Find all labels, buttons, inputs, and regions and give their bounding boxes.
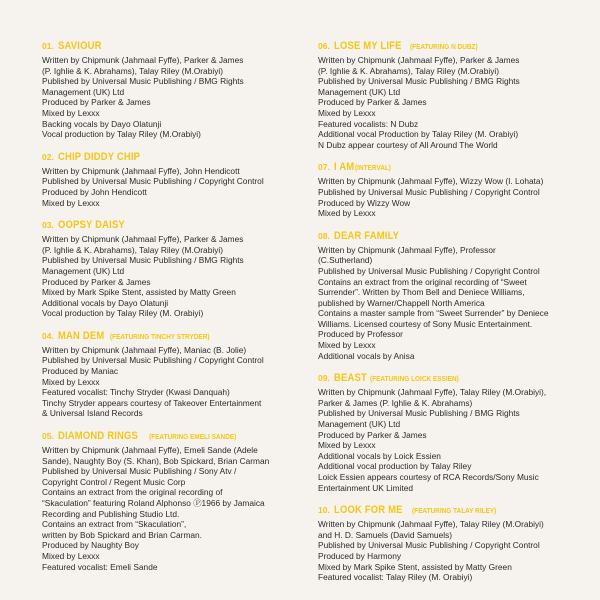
track-number: 01.: [42, 41, 54, 51]
credit-line: Written by Chipmunk (Jahmaal Fyffe), Maniac (B. Jolie): [42, 344, 247, 355]
credit-line: Published by Universal Music Publishing / Copyright Control: [42, 176, 264, 187]
credit-line: Produced by Parker & James: [42, 276, 151, 287]
credit-line: Produced by Wizzy Wow: [318, 197, 411, 208]
credit-line: N Dubz appear courtesy of All Around The World: [318, 139, 498, 150]
credit-line: Written by Chipmunk (Jahmaal Fyffe), Parker & James: [42, 234, 244, 245]
credit-line: Vocal production by Talay Riley (M. Orabiyi): [42, 308, 204, 319]
credit-lines: [318, 176, 578, 218]
credit-line: Mixed by Lexxx: [318, 107, 376, 118]
track-number: 03.: [42, 220, 54, 231]
track-heading: [42, 40, 302, 52]
credit-line: Contains an extract from the original recording of “Sweet: [318, 276, 527, 287]
track-heading: [318, 504, 578, 516]
credit-line: Written by Chipmunk (Jahmaal Fyffe), Talay Riley (M.Orabiyi): [318, 519, 544, 530]
credit-line: Mixed by Mark Spike Stent, assisted by Matty Green: [318, 561, 512, 572]
credit-lines: [42, 345, 302, 419]
credit-lines: [318, 245, 578, 362]
credit-line: (P. Ighlie & K. Abrahams), Talay Riley (M.Orabiyi): [42, 244, 223, 255]
credit-line: Written by Chipmunk (Jahmaal Fyffe), Wizzy Wow (I. Lohata): [318, 176, 544, 187]
credit-line: Additional vocals by Anisa: [318, 350, 415, 361]
credit-line: Management (UK) Ltd: [42, 265, 125, 276]
credit-line: Vocal production by Talay Riley (M.Orabiyi): [42, 129, 201, 140]
credit-line: Published by Universal Music Publishing / BMG Rights: [42, 76, 244, 87]
track-number: 06.: [318, 41, 330, 51]
credit-line: Backing vocals by Dayo Olatunji: [42, 118, 162, 129]
track-title: LOOK FOR ME: [333, 504, 403, 517]
credit-lines: [318, 55, 578, 150]
credit-line: Contains an extract from the original recording of: [42, 487, 223, 498]
track-featuring: (FEATURING TALAY RILEY): [411, 506, 496, 516]
credit-line: Additional vocals by Loick Essien: [318, 450, 441, 461]
left-column: [42, 40, 302, 600]
credit-line: Tinchy Stryder appears courtesy of Takeover Entertainment: [42, 397, 262, 408]
credit-line: Produced by Maniac: [42, 366, 119, 377]
credit-lines: [42, 234, 302, 319]
credit-lines: [318, 519, 578, 583]
track-credits: [42, 219, 302, 319]
track-heading: [318, 161, 578, 173]
credit-line: Featured vocalist: Talay Riley (M. Orabiyi): [318, 572, 473, 583]
credit-line: Produced by Naughty Boy: [42, 540, 139, 551]
credit-line: Produced by Parker & James: [318, 429, 427, 440]
right-column: [318, 40, 578, 600]
credit-line: Produced by Professor: [318, 329, 403, 340]
credit-line: Published by Universal Music Publishing / Sony Atv /: [42, 466, 237, 477]
credit-line: Written by Chipmunk (Jahmaal Fyffe), Parker & James: [42, 55, 244, 65]
credit-line: Published by Universal Music Publishing / BMG Rights: [42, 255, 244, 266]
track-heading: [42, 219, 302, 231]
credit-line: Produced by Parker & James: [318, 97, 427, 108]
track-title: LOSE MY LIFE: [333, 40, 402, 52]
credit-line: Copyright Control / Regent Music Corp: [42, 476, 186, 487]
credit-line: (C.Sutherland): [318, 255, 373, 266]
credit-line: Written by Chipmunk (Jahmaal Fyffe), Professor: [318, 244, 496, 255]
track-credits: [318, 40, 578, 150]
credit-line: Recording and Publishing Studio Ltd.: [42, 508, 180, 519]
credit-line: Published by Universal Music Publishing / Copyright Control: [318, 265, 540, 276]
credit-line: Contains a master sample from “Sweet Surrender” by Deniece: [318, 308, 549, 319]
track-featuring: (INTERVAL): [355, 163, 392, 173]
track-number: 10.: [318, 505, 330, 516]
track-featuring: (FEATURING EMELI SANDE): [148, 432, 237, 442]
credit-line: Featured vocalist: Emeli Sande: [42, 561, 158, 572]
credit-line: Published by Universal Music Publishing / Copyright Control: [42, 355, 264, 366]
credit-line: Mixed by Lexxx: [42, 197, 100, 208]
track-heading: [42, 430, 302, 442]
credit-line: Management (UK) Ltd: [42, 86, 125, 97]
track-number: 05.: [42, 431, 54, 442]
credit-line: Written by Chipmunk (Jahmaal Fyffe), Talay Riley (M.Orabiyi),: [318, 387, 547, 398]
track-number: 07.: [318, 162, 330, 173]
track-number: 04.: [42, 330, 54, 341]
credit-line: Parker & James (P. Ighlie & K. Abrahams): [318, 397, 473, 408]
track-title: DIAMOND RINGS: [57, 430, 138, 443]
credit-line: Featured vocalist: Tinchy Stryder (Kwasi Danquah): [42, 387, 230, 398]
credit-lines: [42, 55, 302, 140]
credit-line: Published by Universal Music Publishing / BMG Rights: [318, 408, 520, 419]
credit-line: Mixed by Lexxx: [318, 208, 376, 219]
credit-line: Contains an extract from “Skaculation”,: [42, 519, 187, 530]
track-number: 08.: [318, 230, 330, 241]
credit-line: (P. Ighlie & K. Abrahams), Talay Riley (M.Orabiyi): [318, 65, 499, 76]
track-title: BEAST: [333, 372, 367, 385]
track-title: OOPSY DAISY: [57, 219, 125, 232]
credit-line: Produced by John Hendicott: [42, 186, 147, 197]
credit-line: Written by Chipmunk (Jahmaal Fyffe), Parker & James: [318, 55, 520, 65]
track-featuring: (FEATURING TINCHY STRYDER): [109, 331, 210, 341]
credit-lines: [42, 166, 302, 208]
track-title: I AM: [333, 161, 355, 174]
track-credits: [42, 330, 302, 419]
credit-line: Produced by Harmony: [318, 550, 402, 561]
track-title: CHIP DIDDY CHIP: [57, 150, 140, 163]
credit-line: Additional vocals by Dayo Olatunji: [42, 297, 169, 308]
track-featuring: (FEATURING N DUBZ): [410, 42, 479, 51]
track-credits: [318, 372, 578, 493]
credit-line: Surrender”. Written by Thom Bell and Deniece Williams,: [318, 287, 525, 298]
credit-line: Entertainment UK Limited: [318, 482, 414, 493]
track-credits: [42, 430, 302, 572]
credit-lines: [42, 445, 302, 572]
credit-line: Written by Chipmunk (Jahmaal Fyffe), Emeli Sande (Adele: [42, 445, 258, 456]
credit-line: Loick Essien appears courtesy of RCA Records/Sony Music: [318, 472, 539, 482]
credit-line: Mixed by Lexxx: [42, 376, 100, 387]
track-title: SAVIOUR: [57, 40, 102, 52]
credit-line: written by Bob Spickard and Brian Carman.: [42, 529, 202, 540]
track-credits: [318, 230, 578, 362]
credit-line: Written by Chipmunk (Jahmaal Fyffe), John Hendicott: [42, 165, 240, 176]
track-number: 02.: [42, 151, 54, 162]
track-heading: [42, 330, 302, 342]
track-heading: [318, 372, 578, 384]
credit-line: Williams. Licensed courtesy of Sony Music Entertainment.: [318, 318, 533, 329]
track-credits: [42, 151, 302, 208]
credit-line: Mixed by Lexxx: [318, 440, 376, 451]
track-credits: [42, 40, 302, 140]
credit-line: “Skaculation” featuring Roland Alphonso Ⓟ1966 by Jamaica: [42, 498, 265, 508]
track-title: DEAR FAMILY: [333, 229, 399, 242]
credit-line: & Universal Island Records: [42, 408, 143, 419]
credit-line: published by Warner/Chappell North America: [318, 297, 485, 308]
credit-line: Additional vocal production by Talay Riley: [318, 461, 472, 472]
credit-line: Featured vocalists: N Dubz: [318, 118, 419, 129]
credit-line: Management (UK) Ltd: [318, 86, 401, 97]
track-featuring: (FEATURING LOICK ESSIEN): [370, 374, 459, 384]
track-number: 09.: [318, 373, 330, 384]
credit-line: Published by Universal Music Publishing / Copyright Control: [318, 186, 540, 197]
credit-line: Additional vocal Production by Talay Riley (M. Orabiyi): [318, 129, 519, 140]
track-heading: [318, 230, 578, 242]
credit-line: Management (UK) Ltd: [318, 419, 401, 430]
credit-line: (P. Ighlie & K. Abrahams), Talay Riley (M.Orabiyi): [42, 65, 223, 76]
track-title: MAN DEM: [57, 329, 105, 342]
track-credits: [318, 504, 578, 583]
credit-line: Mixed by Mark Spike Stent, assisted by Matty Green: [42, 287, 236, 298]
credit-lines: [318, 387, 578, 493]
credit-line: Published by Universal Music Publishing / Copyright Control: [318, 540, 540, 551]
credit-line: and H. D. Samuels (David Samuels): [318, 529, 453, 540]
credit-line: Mixed by Lexxx: [318, 340, 376, 351]
credit-line: Produced by Parker & James: [42, 97, 151, 108]
credit-line: Published by Universal Music Publishing / BMG Rights: [318, 76, 520, 87]
track-heading: [42, 151, 302, 163]
credit-line: Mixed by Lexxx: [42, 550, 100, 561]
track-heading: [318, 40, 578, 52]
credit-line: Sande), Naughty Boy (S. Khan), Bob Spickard, Brian Carman: [42, 455, 270, 466]
track-credits: [318, 161, 578, 218]
credit-line: Mixed by Lexxx: [42, 107, 100, 118]
